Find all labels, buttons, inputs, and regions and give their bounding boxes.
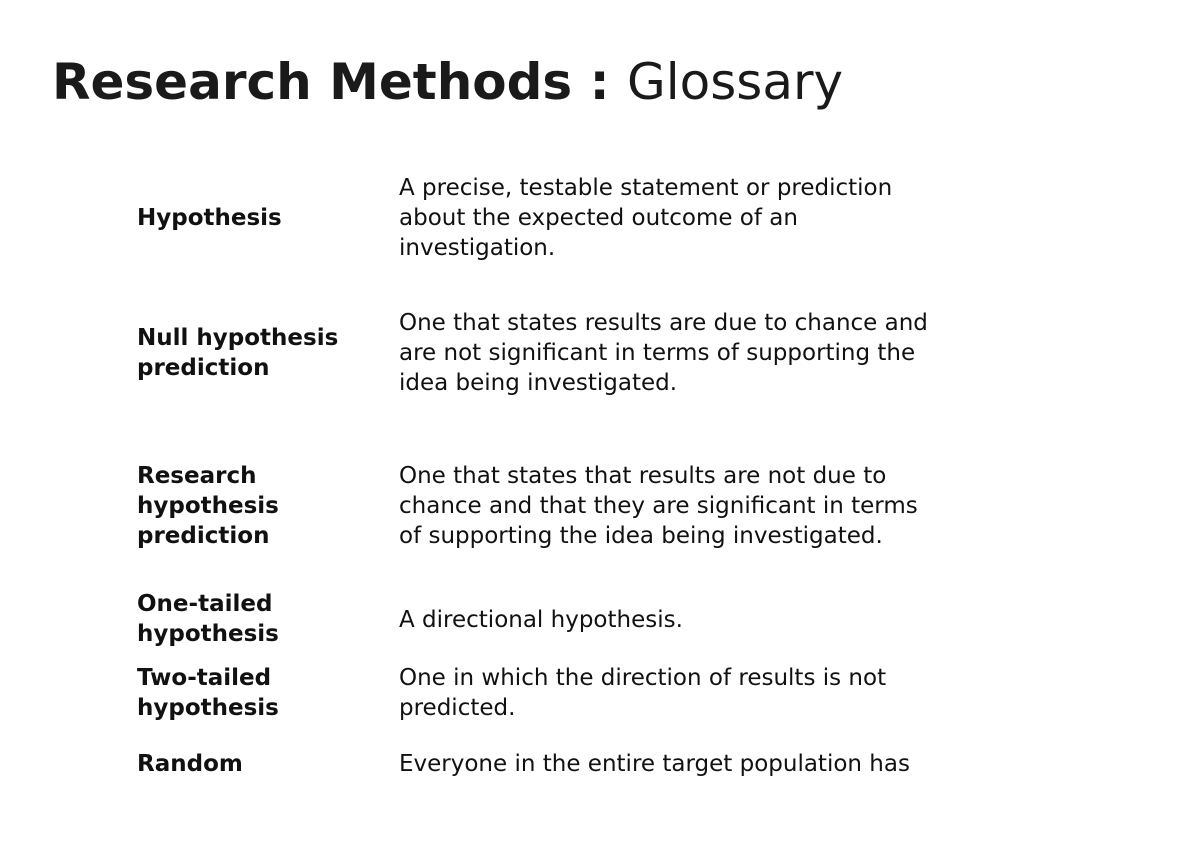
glossary-term: Null hypothesis prediction	[137, 325, 339, 381]
title-main: Research Methods :	[52, 53, 610, 111]
glossary-definition: One that states results are due to chance and are not significant in terms of supporting the idea being investigated.	[399, 310, 928, 396]
glossary-term: Hypothesis	[137, 205, 282, 231]
glossary-definition: One in which the direction of results is not predicted.	[399, 665, 887, 721]
title-sub: Glossary	[627, 53, 844, 111]
glossary-definition: Everyone in the entire target population has	[399, 751, 910, 777]
page-title	[52, 50, 843, 114]
glossary-term: Random	[137, 751, 243, 777]
glossary-definition: A precise, testable statement or prediction about the expected outcome of an investigation.	[399, 175, 893, 261]
glossary-term: One-tailed hypothesis	[137, 591, 279, 647]
glossary-term: Two-tailed hypothesis	[137, 665, 279, 721]
glossary-term: Research hypothesis prediction	[137, 463, 279, 549]
glossary-definition: A directional hypothesis.	[399, 607, 683, 633]
glossary-definition: One that states that results are not due to chance and that they are significant in terms of supporting the idea being investigated.	[399, 463, 918, 549]
